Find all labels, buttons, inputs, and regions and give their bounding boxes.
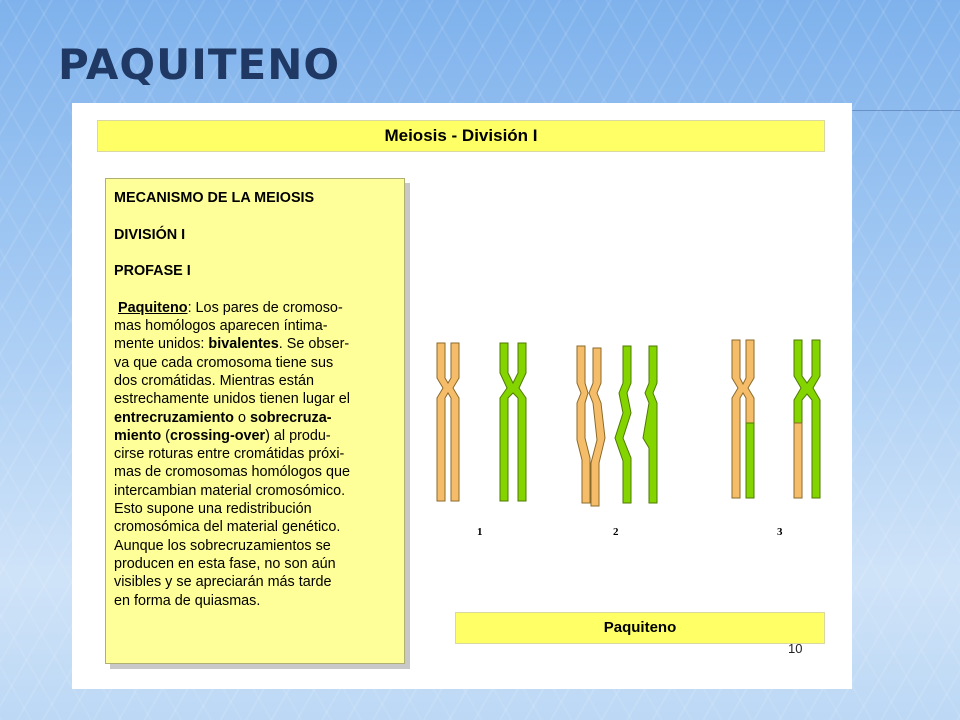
text-line: intercambian material cromosómico. bbox=[114, 482, 346, 499]
heading-profase: PROFASE I bbox=[114, 263, 191, 280]
page-number: 10 bbox=[788, 641, 803, 656]
text-line: en forma de quiasmas. bbox=[114, 592, 261, 609]
text-line: estrechamente unidos tienen lugar el bbox=[114, 391, 350, 408]
chromatid-orange-left bbox=[577, 346, 590, 503]
text-line: entrecruzamiento o sobrecruza- bbox=[114, 409, 332, 426]
text-line: mas de cromosomas homólogos que bbox=[114, 464, 350, 481]
footer-bar: Paquiteno bbox=[455, 612, 825, 644]
chromosome-diagram bbox=[427, 328, 837, 543]
text-line: Paquiteno: Los pares de cromoso- bbox=[118, 299, 343, 316]
chromatid-orange-right bbox=[589, 348, 605, 506]
text-box bbox=[105, 178, 405, 664]
stage-label-2: 2 bbox=[613, 526, 619, 538]
header-bar: Meiosis - División I bbox=[97, 120, 825, 152]
text-line: cirse roturas entre cromátidas próxi- bbox=[114, 446, 345, 463]
text-line: producen en esta fase, no son aún bbox=[114, 555, 336, 572]
text-line: visibles y se apreciarán más tarde bbox=[114, 574, 332, 591]
chromatid-green-right bbox=[643, 346, 657, 503]
stage-1-chromosomes bbox=[437, 343, 526, 501]
text-line: mas homólogos aparecen íntima- bbox=[114, 318, 328, 335]
text-line: va que cada cromosoma tiene sus bbox=[114, 354, 334, 371]
chromatid-green-left bbox=[615, 346, 631, 503]
text-line: Aunque los sobrecruzamientos se bbox=[114, 537, 331, 554]
text-line: dos cromátidas. Mientras están bbox=[114, 372, 314, 389]
exchanged-segment-green bbox=[746, 423, 754, 498]
stage-3-chromosomes bbox=[732, 340, 820, 498]
term-sobrecruzamiento: sobrecruza- bbox=[249, 409, 332, 426]
stage-label-1: 1 bbox=[477, 526, 483, 538]
heading-division: DIVISIÓN I bbox=[114, 226, 186, 243]
text-line: Esto supone una redistribución bbox=[114, 501, 312, 518]
exchanged-segment-orange bbox=[794, 423, 802, 498]
content-panel bbox=[72, 103, 852, 689]
text-line: miento (crossing-over) al produ- bbox=[114, 427, 331, 444]
heading-mecanismo: MECANISMO DE LA MEIOSIS bbox=[114, 190, 315, 206]
chromosome-illustration bbox=[427, 328, 837, 543]
chromosome-orange bbox=[437, 343, 459, 501]
term-crossing-over: crossing-over bbox=[169, 427, 266, 444]
text-line: mente unidos: bivalentes. Se obser- bbox=[114, 336, 350, 353]
stage-2-chromosomes bbox=[577, 346, 657, 506]
term-bivalentes: bivalentes bbox=[208, 336, 279, 353]
slide-title: PAQUITENO bbox=[58, 40, 341, 89]
term-entrecruzamiento: entrecruzamiento bbox=[114, 409, 234, 426]
chromosome-green bbox=[500, 343, 526, 501]
term-paquiteno: Paquiteno bbox=[118, 299, 188, 316]
stage-label-3: 3 bbox=[777, 526, 783, 538]
text-line: cromosómica del material genético. bbox=[114, 519, 341, 536]
